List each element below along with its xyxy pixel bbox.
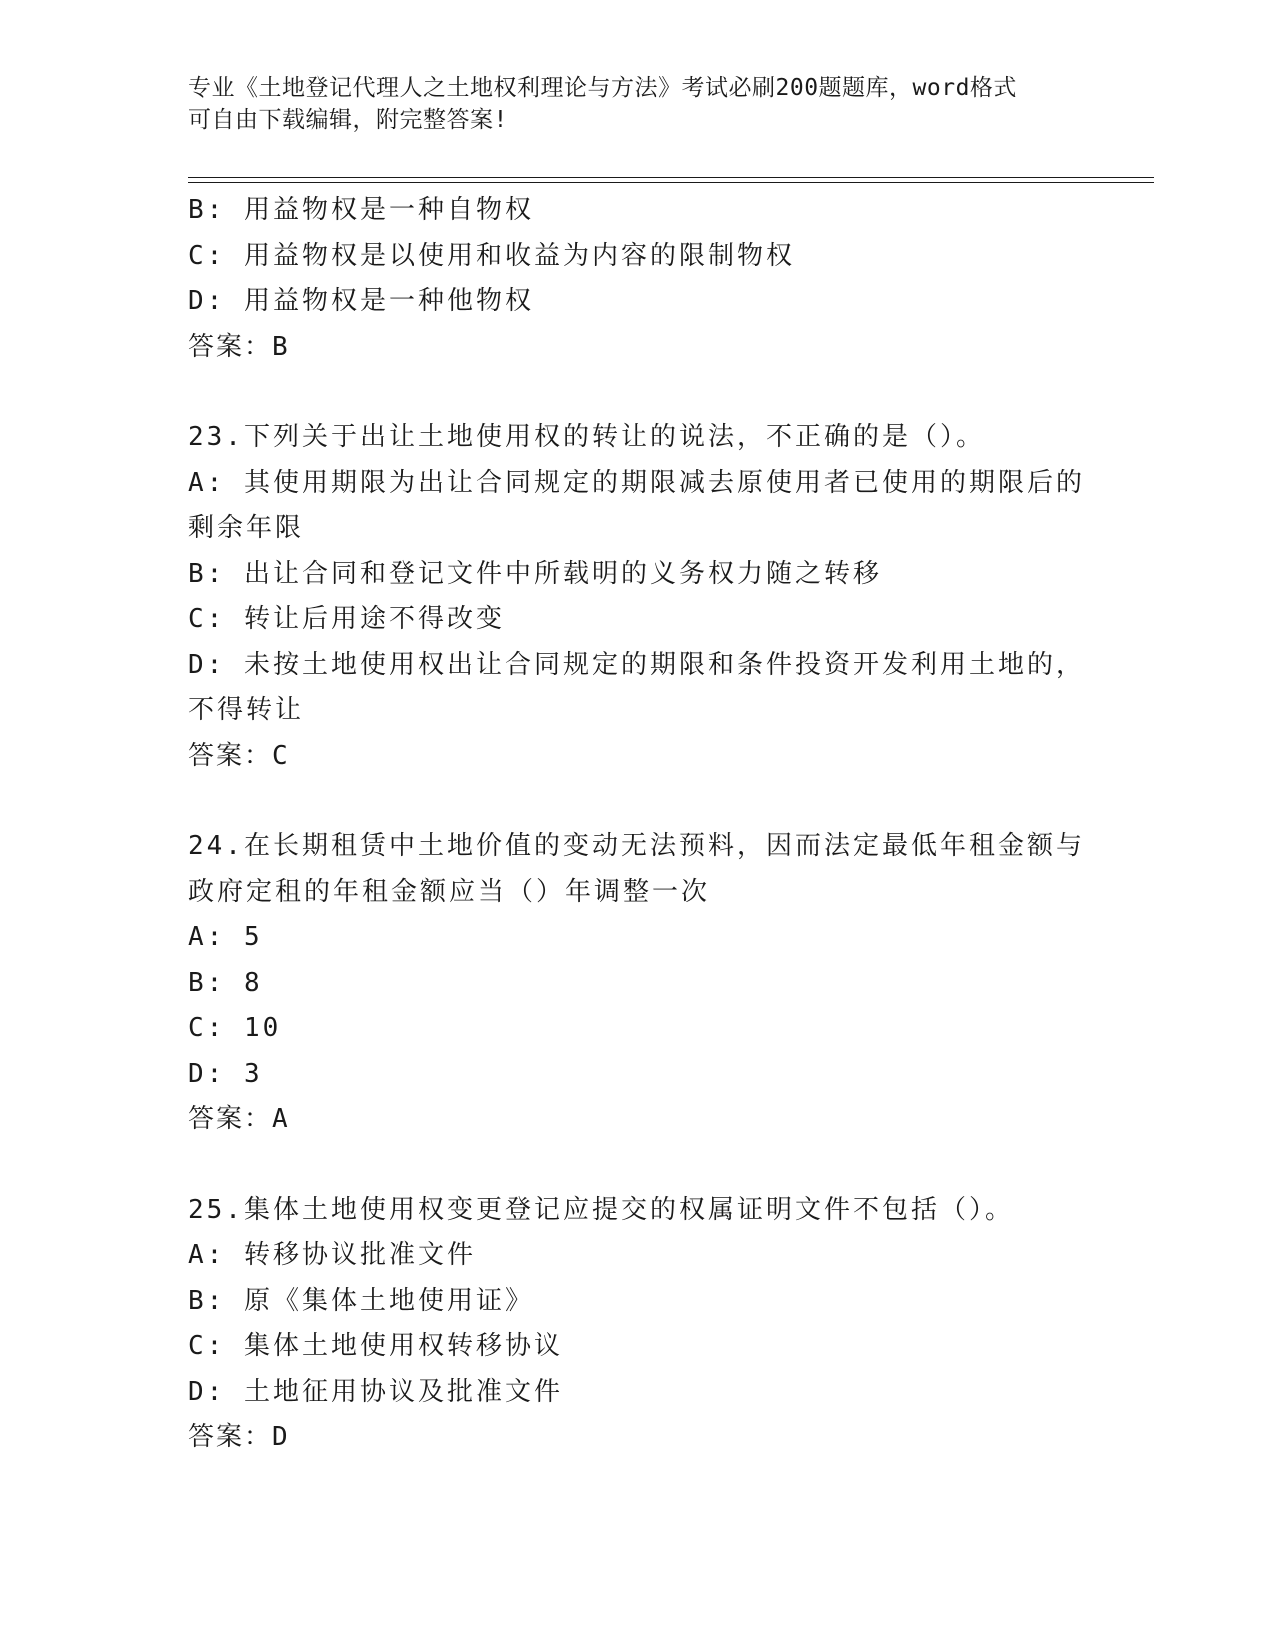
question-stem-line-1: 24.在长期租赁中土地价值的变动无法预料，因而法定最低年租金额与 xyxy=(188,831,1085,861)
question-23 xyxy=(188,415,1088,779)
header-divider-top xyxy=(188,177,1154,178)
answer-line: 答案：D xyxy=(188,1422,290,1452)
question-stem: 25.集体土地使用权变更登记应提交的权属证明文件不包括（）。 xyxy=(188,1194,1014,1225)
question-stem: 23.下列关于出让土地使用权的转让的说法，不正确的是（）。 xyxy=(188,422,985,452)
option-a: A: 转移协议批准文件 xyxy=(188,1240,476,1270)
answer-line: 答案：A xyxy=(188,1104,290,1134)
option-b: B: 用益物权是一种自物权 xyxy=(188,195,534,225)
option-d: D: 土地征用协议及批准文件 xyxy=(188,1376,563,1407)
option-d-line-2: 不得转让 xyxy=(188,695,305,725)
option-c: C: 10 xyxy=(188,1013,282,1043)
option-b: B: 8 xyxy=(188,967,263,998)
question-25 xyxy=(188,1188,1088,1461)
option-b: B: 出让合同和登记文件中所载明的义务权力随之转移 xyxy=(188,558,882,589)
option-b: B: 原《集体土地使用证》 xyxy=(188,1285,534,1316)
question-stem-line-2: 政府定租的年租金额应当（）年调整一次 xyxy=(188,876,711,907)
option-c: C: 用益物权是以使用和收益为内容的限制物权 xyxy=(188,240,795,271)
option-c: C: 转让后用途不得改变 xyxy=(188,604,505,634)
answer-line: 答案：B xyxy=(188,331,290,362)
header-line-2: 可自由下载编辑，附完整答案! xyxy=(188,107,508,133)
option-a-line-2: 剩余年限 xyxy=(188,513,305,543)
option-a: A: 5 xyxy=(188,922,263,952)
answer-line: 答案：C xyxy=(188,740,290,771)
header-line-1: 专业《土地登记代理人之土地权利理论与方法》考试必刷200题题库，word格式 xyxy=(188,75,1017,101)
question-24 xyxy=(188,824,1088,1143)
document-header-note xyxy=(188,72,1068,136)
option-c: C: 集体土地使用权转移协议 xyxy=(188,1331,563,1361)
header-divider-bottom xyxy=(188,182,1154,183)
option-d: D: 用益物权是一种他物权 xyxy=(188,286,534,316)
option-d-line-1: D: 未按土地使用权出让合同规定的期限和条件投资开发利用土地的， xyxy=(188,649,1085,680)
option-a-line-1: A: 其使用期限为出让合同规定的期限减去原使用者已使用的期限后的 xyxy=(188,467,1085,498)
question-content xyxy=(188,188,1088,1461)
question-fragment xyxy=(188,188,1088,370)
option-d: D: 3 xyxy=(188,1058,263,1089)
